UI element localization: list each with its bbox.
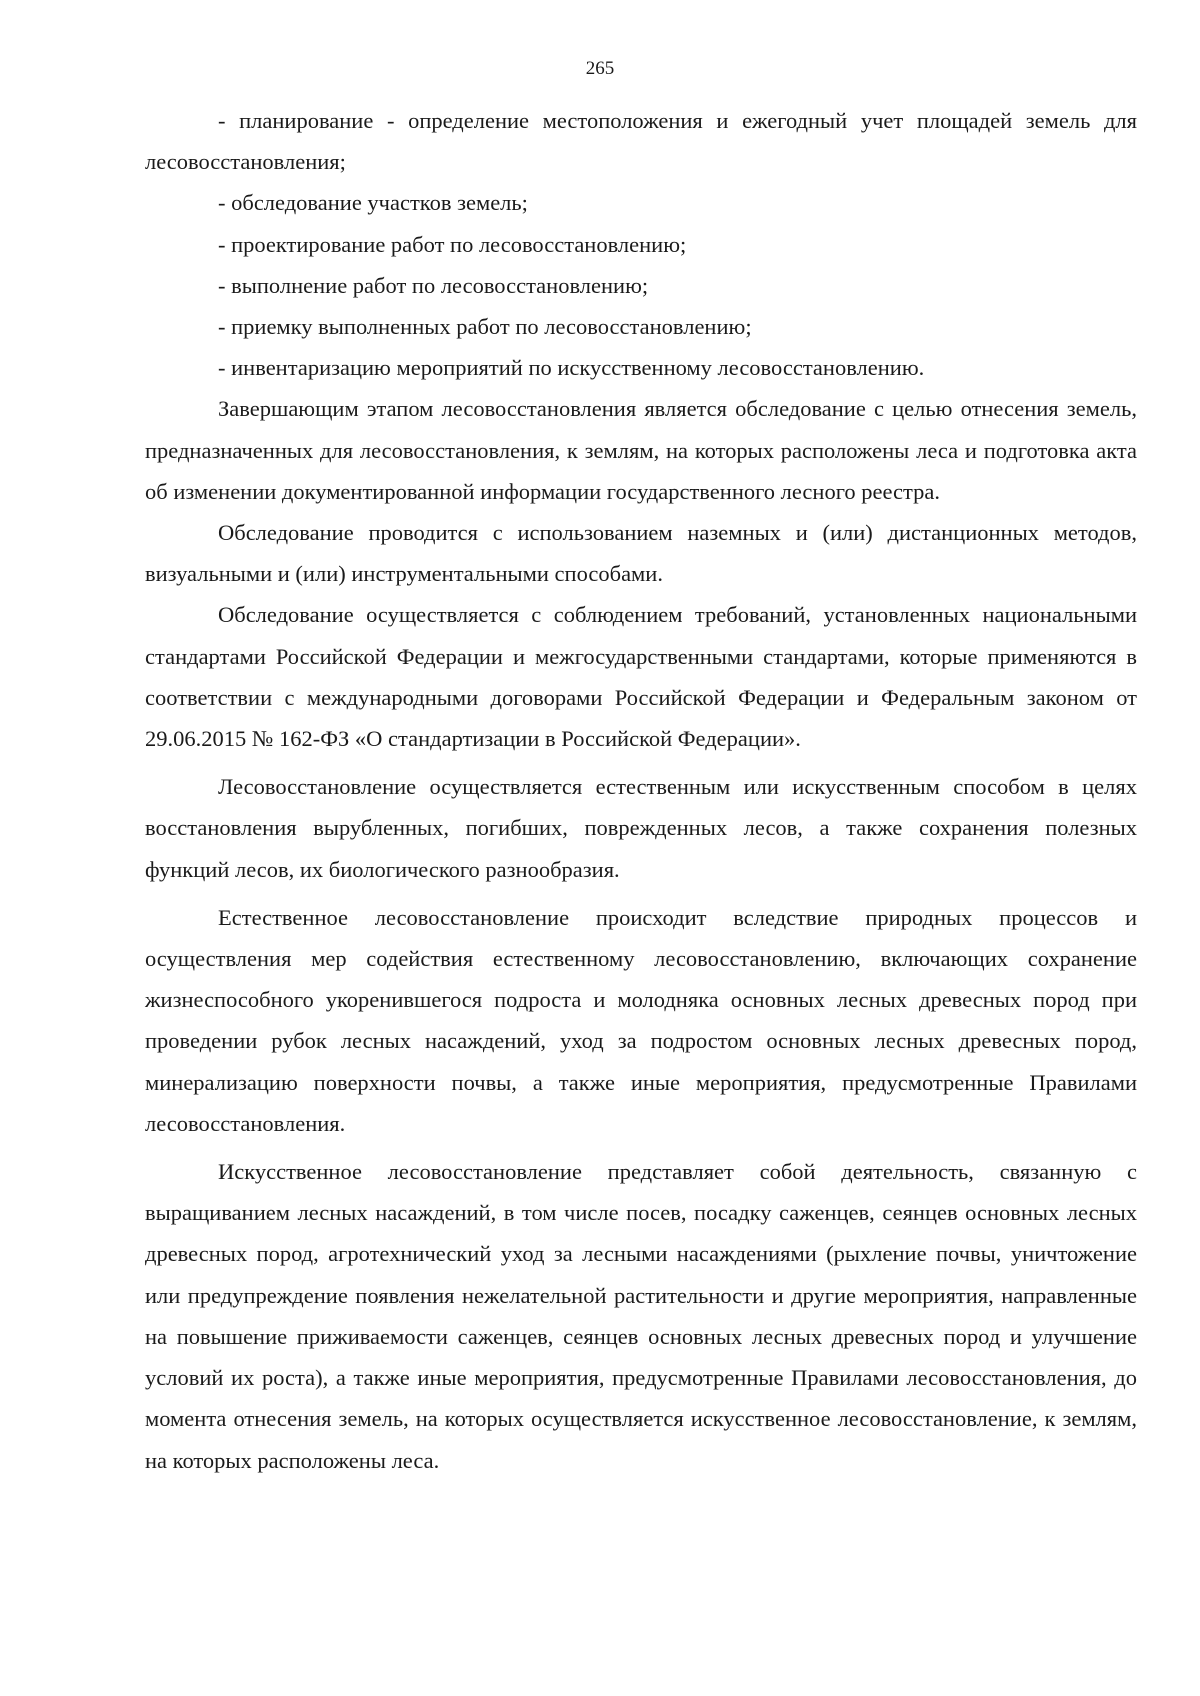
list-item-survey: - обследование участков земель; (218, 190, 528, 216)
list-item-inventory: - инвентаризацию мероприятий по искусственному лесовосстановлению. (218, 355, 925, 381)
paragraph-reforestation-purpose: Лесовосстановление осуществляется естественным или искусственным способом в целях восстановления вырубленных, погибших, поврежденных лесов, а также сохранения полезных функций лесов, их биологического разнообразия. (145, 774, 1137, 882)
list-item-design: - проектирование работ по лесовосстановлению; (218, 231, 687, 257)
list-item-execution: - выполнение работ по лесовосстановлению; (218, 272, 649, 298)
paragraph-artificial-reforestation: Искусственное лесовосстановление представляет собой деятельность, связанную с выращиванием лесных насаждений, в том числе посев, посадку саженцев, сеянцев основных лесных древесных пород, агротехнический уход за лесными насаждениями (рыхление почвы, уничтожение или предупреждение появления нежелательной растительности и другие мероприятия, направленные на повышение приживаемости саженцев, сеянцев основных лесных древесных пород и улучшение условий их роста), а также иные мероприятия, предусмотренные Правилами лесовосстановления, до момента отнесения земель, на которых осуществляется искусственное лесовосстановление, к землям, на которых расположены леса. (145, 1159, 1137, 1473)
list-item-planning: - планирование - определение местоположения и ежегодный учет площадей земель для лесовосстановления; (145, 108, 1137, 175)
paragraph-survey-methods: Обследование проводится с использованием наземных и (или) дистанционных методов, визуальными и (или) инструментальными способами. (145, 520, 1137, 587)
document-body (145, 100, 1137, 1481)
list-item-acceptance: - приемку выполненных работ по лесовосстановлению; (218, 314, 752, 340)
paragraph-final-stage: Завершающим этапом лесовосстановления является обследование с целью отнесения земель, предназначенных для лесовосстановления, к землям, на которых расположены леса и подготовка акта об изменении документированной информации государственного лесного реестра. (145, 396, 1137, 504)
paragraph-natural-reforestation: Естественное лесовосстановление происходит вследствие природных процессов и осуществления мер содействия естественному лесовосстановлению, включающих сохранение жизнеспособного укоренившегося подроста и молодняка основных лесных древесных пород при проведении рубок лесных насаждений, уход за подростом основных лесных древесных пород, минерализацию поверхности почвы, а также иные мероприятия, предусмотренные Правилами лесовосстановления. (145, 904, 1137, 1136)
page-number: 265 (585, 58, 615, 79)
paragraph-survey-standards: Обследование осуществляется с соблюдением требований, установленных национальными стандартами Российской Федерации и межгосударственными стандартами, которые применяются в соответствии с международными договорами Российской Федерации и Федеральным законом от 29.06.2015 № 162-ФЗ «О стандартизации в Российской Федерации». (145, 602, 1137, 752)
